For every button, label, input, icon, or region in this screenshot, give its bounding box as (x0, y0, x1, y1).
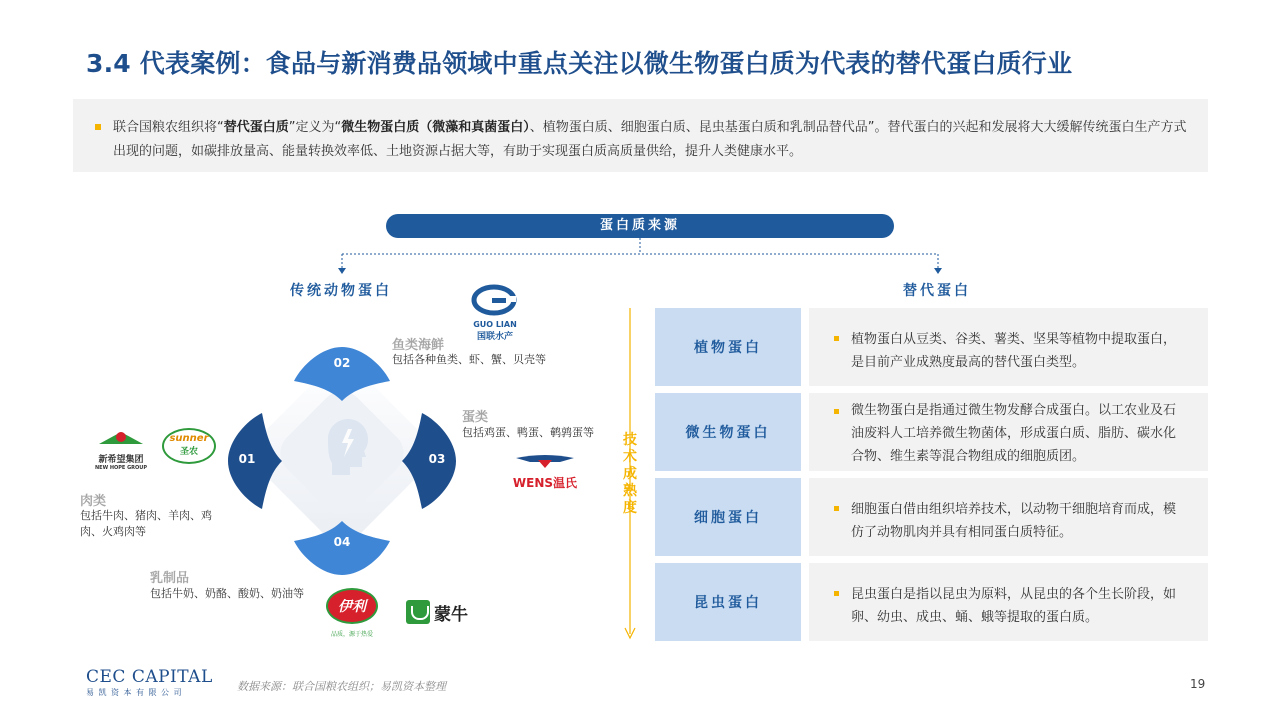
protein-category-diagram (220, 335, 470, 580)
category-title-eggs: 蛋类 (462, 410, 489, 425)
row-text: 植物蛋白从豆类、谷类、薯类、坚果等植物中提取蛋白，是目前产业成熟度最高的替代蛋白类型。 (851, 332, 1177, 370)
category-title-dairy: 乳制品 (150, 571, 190, 586)
row-text: 微生物蛋白是指通过微生物发酵合成蛋白。以工农业及石油废料人工培养微生物菌体，形成蛋白质、脂肪、碳水化合物、维生素等混合物组成的细胞质团。 (851, 403, 1177, 464)
category-title-seafood: 鱼类海鲜 (392, 338, 445, 353)
page-number: 19 (1190, 677, 1206, 691)
guolian-logo-icon (470, 284, 520, 316)
traditional-protein-heading: 传统动物蛋白 (290, 283, 392, 299)
wens-logo-en: WENS (512, 476, 554, 490)
category-desc-dairy: 包括牛奶、奶酪、酸奶、奶油等 (150, 587, 304, 600)
row-desc-insect (809, 563, 1208, 641)
yili-logo-slogan: 品质，源于热爱 (330, 631, 373, 638)
intro-bold-term: 微生物蛋白质（微藻和真菌蛋白） (341, 120, 530, 135)
segment-number: 01 (238, 452, 256, 466)
yili-logo-cn: 伊利 (338, 599, 366, 615)
category-desc-meat: 包括牛肉、猪肉、羊肉、鸡肉、火鸡肉等 (80, 509, 212, 538)
category-desc-seafood: 包括各种鱼类、虾、蟹、贝壳等 (392, 353, 546, 366)
wens-logo-cn: 温氏 (553, 476, 578, 490)
row-text: 昆虫蛋白是指以昆虫为原料，从昆虫的各个生长阶段，如卵、幼虫、成虫、蛹、蛾等提取的蛋白质。 (851, 587, 1177, 625)
tech-maturity-label: 技术成熟度 (623, 432, 637, 516)
segment-number: 04 (333, 535, 351, 549)
sunner-logo-cn: 圣农 (179, 447, 198, 457)
mengniu-logo (406, 598, 478, 626)
alternative-protein-heading: 替代蛋白 (903, 283, 971, 299)
row-desc-cell (809, 478, 1208, 556)
wens-logo-icon (512, 452, 578, 470)
page-title: 3.4 代表案例：食品与新消费品领域中重点关注以微生物蛋白质为代表的替代蛋白质行业 (86, 49, 1073, 78)
newhope-logo-en: NEW HOPE GROUP (94, 465, 148, 471)
data-source-note: 数据来源：联合国粮农组织；易凯资本整理 (237, 680, 446, 693)
sunner-logo (162, 428, 216, 464)
guolian-logo (470, 284, 520, 342)
brain-head-icon (328, 419, 368, 475)
intro-text-part: 联合国粮农组织将“ (113, 120, 224, 135)
row-text: 细胞蛋白借由组织培养技术，以动物干细胞培育而成，模仿了动物肌肉并具有相同蛋白质特征。 (851, 502, 1177, 540)
intro-text-part: ”定义为“ (288, 120, 342, 135)
segment-number: 02 (333, 356, 351, 370)
cec-capital-logo: CEC CAPITAL (86, 667, 213, 687)
yili-logo-badge (326, 588, 378, 624)
row-label-insect: 昆虫蛋白 (655, 563, 801, 641)
protein-source-bar: 蛋白质来源 (386, 214, 894, 238)
row-label-plant: 植物蛋白 (655, 308, 801, 386)
yili-logo (326, 588, 378, 638)
newhope-logo (93, 428, 149, 471)
bullet-icon (834, 506, 839, 511)
category-title-meat: 肉类 (80, 494, 107, 509)
wens-logo (512, 452, 578, 488)
mengniu-logo-cn: 蒙牛 (434, 604, 468, 625)
intro-bold-term: 替代蛋白质 (223, 120, 289, 135)
sunner-logo-en: sunner (169, 433, 209, 444)
row-desc-plant (809, 308, 1208, 386)
row-label-microbial: 微生物蛋白 (655, 393, 801, 471)
mengniu-logo-icon (406, 600, 430, 624)
cec-capital-logo-sub: 易凯资本有限公司 (86, 688, 186, 697)
guolian-logo-cn: 国联水产 (476, 332, 513, 342)
newhope-logo-icon (93, 428, 149, 448)
segment-number: 03 (428, 452, 446, 466)
wens-logo-text (512, 474, 578, 491)
intro-text-part: 、植物蛋白质、细胞蛋白质、昆虫基蛋白质和乳制品替代品”。替代蛋白的兴起和发展将大大缓解传统蛋白生产方式出现的问题，如碳排放量高、能量转换效率低、土地资源占据大等，有助于实现蛋白质高质量供给，提升人类健康水平。 (113, 120, 1187, 159)
row-label-cell: 细胞蛋白 (655, 478, 801, 556)
category-desc-eggs: 包括鸡蛋、鸭蛋、鹌鹑蛋等 (462, 426, 594, 439)
bullet-icon (834, 336, 839, 341)
guolian-logo-en: GUO LIAN (473, 320, 517, 329)
row-desc-microbial (809, 393, 1208, 471)
bullet-icon (834, 409, 839, 414)
bullet-icon (834, 591, 839, 596)
newhope-logo-cn: 新希望集团 (98, 455, 144, 465)
